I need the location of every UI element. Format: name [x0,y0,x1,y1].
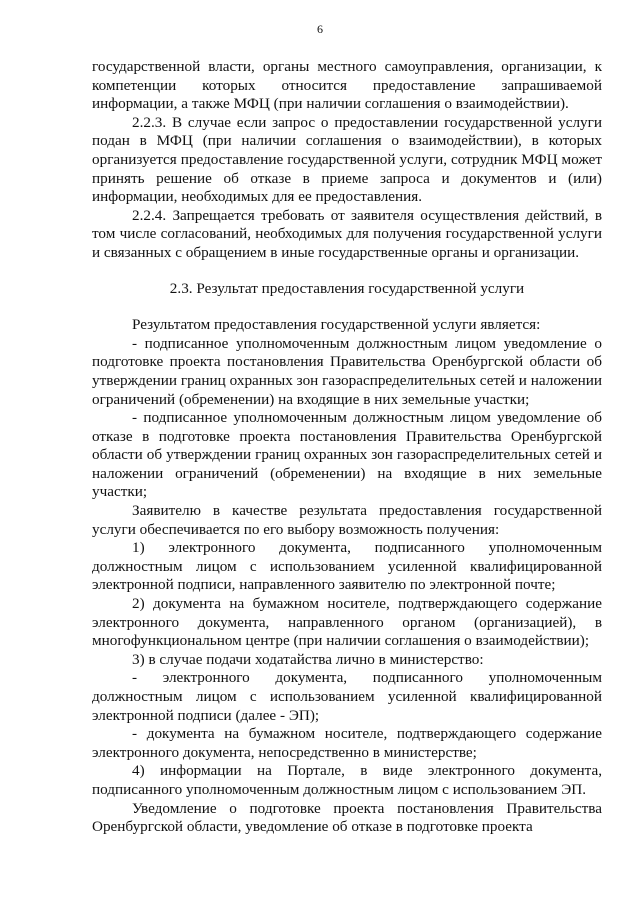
paragraph-result-notice-preparation: - подписанное уполномоченным должностным лицом уведомление о подготовке проекта постановления Правительства Оренбургской области об утверждении границ охранных зон газораспределительных сетей и наложении ограничений (обременении) на входящие в них земельные участки; [92,334,602,408]
document-body [92,58,602,837]
page-number: 6 [317,22,323,36]
paragraph-option-3-paper: - документа на бумажном носителе, подтверждающего содержание электронного документа, непосредственно в министерстве; [92,725,602,761]
paragraph-continuation: государственной власти, органы местного самоуправления, организации, к компетенции которых относится предоставление запрашиваемой информации, а также МФЦ (при наличии соглашения о взаимодействии). [92,58,602,113]
paragraph-option-4: 4) информации на Портале, в виде электронного документа, подписанного уполномоченным должностным лицом с использованием ЭП. [92,762,602,798]
paragraph-option-1: 1) электронного документа, подписанного уполномоченным должностным лицом с использованием усиленной квалифицированной электронной подписи, направленного заявителю по электронной почте; [92,539,602,594]
paragraph-applicant-options: Заявителю в качестве результата предоставления государственной услуги обеспечивается по его выбору возможность получения: [92,502,602,538]
paragraph-option-3: 3) в случае подачи ходатайства лично в министерство: [132,650,484,668]
section-heading: 2.3. Результат предоставления государственной услуги [169,279,525,297]
paragraph-notice-continuation: Уведомление о подготовке проекта постановления Правительства Оренбургской области, уведомление об отказе в подготовке проекта [92,799,602,836]
paragraph-option-3-electronic: - электронного документа, подписанного уполномоченным должностным лицом с использованием усиленной квалифицированной электронной подписи (далее - ЭП); [92,669,602,724]
paragraph-result-notice-refusal: - подписанное уполномоченным должностным лицом уведомление об отказе в подготовке проекта постановления Правительства Оренбургской области об утверждении границ охранных зон газораспределительных сетей и наложении ограничений (обременении) на входящие в них земельные участки; [92,409,602,501]
paragraph-option-2: 2) документа на бумажном носителе, подтверждающего содержание электронного документа, направленного органом (организацией), в многофункциональном центре (при наличии соглашения о взаимодействии); [92,595,602,650]
paragraph-2-2-3: 2.2.3. В случае если запрос о предоставлении государственной услуги подан в МФЦ (при наличии соглашения о взаимодействии), в которых организуется предоставление государственной услуги, сотрудник МФЦ может принять решение об отказе в приеме запроса и документов и (или) информации, необходимых для ее предоставления. [92,113,602,206]
paragraph-2-2-4: 2.2.4. Запрещается требовать от заявителя осуществления действий, в том числе согласований, необходимых для получения государственной услуги и связанных с обращением в иные государственные органы и организации. [92,206,602,261]
paragraph-result-intro: Результатом предоставления государственной услуги является: [132,316,541,334]
